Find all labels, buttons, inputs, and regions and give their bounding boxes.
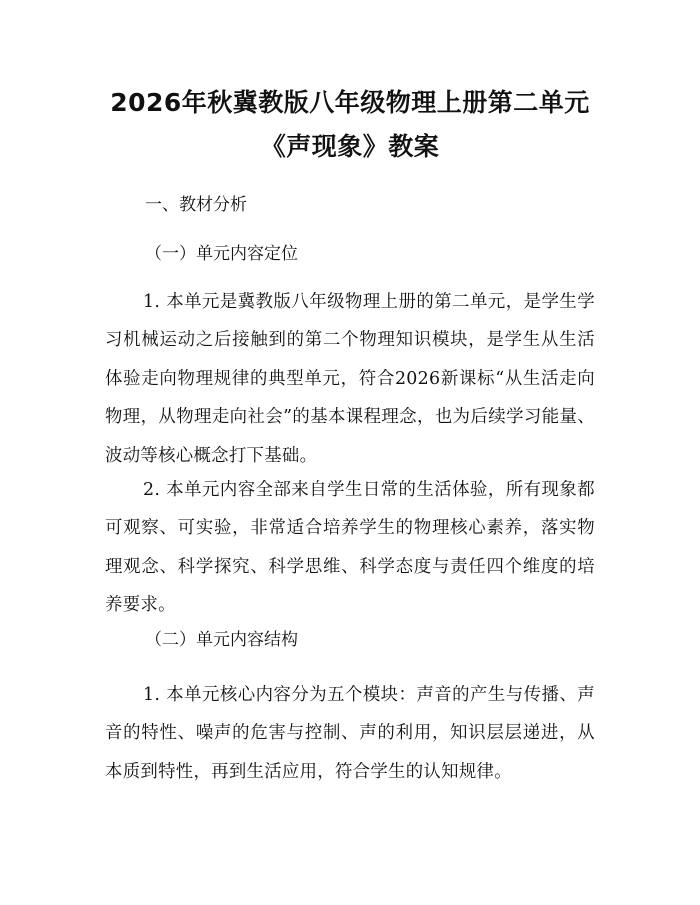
subsection-heading-unit-structure: （二）单元内容结构 bbox=[145, 630, 298, 650]
document-title-line-2: 《声现象》教案 bbox=[260, 132, 440, 161]
paragraph-unit-positioning-2: 2. 本单元内容全部来自学生日常的生活体验，所有现象都可观察、可实验，非常适合培养学生的物理核心素养，落实物理观念、科学探究、科学思维、科学态度与责任四个维度的培养要求。 bbox=[105, 480, 595, 616]
paragraph-unit-positioning-1: 1. 本单元是冀教版八年级物理上册的第二单元，是学生学习机械运动之后接触到的第二个物理知识模块，是学生从生活体验走向物理规律的典型单元，符合2026新课标“从生活走向物理，从物理走向社会”的基本课程理念，也为后续学习能量、波动等核心概念打下基础。 bbox=[105, 292, 595, 466]
section-heading-textbook-analysis: 一、教材分析 bbox=[145, 195, 247, 215]
document-title-line-1: 2026年秋冀教版八年级物理上册第二单元 bbox=[110, 88, 590, 117]
subsection-heading-unit-positioning: （一）单元内容定位 bbox=[145, 244, 298, 264]
paragraph-unit-structure-1: 1. 本单元核心内容分为五个模块：声音的产生与传播、声音的特性、噪声的危害与控制、声的利用，知识层层递进，从本质到特性，再到生活应用，符合学生的认知规律。 bbox=[105, 685, 595, 782]
